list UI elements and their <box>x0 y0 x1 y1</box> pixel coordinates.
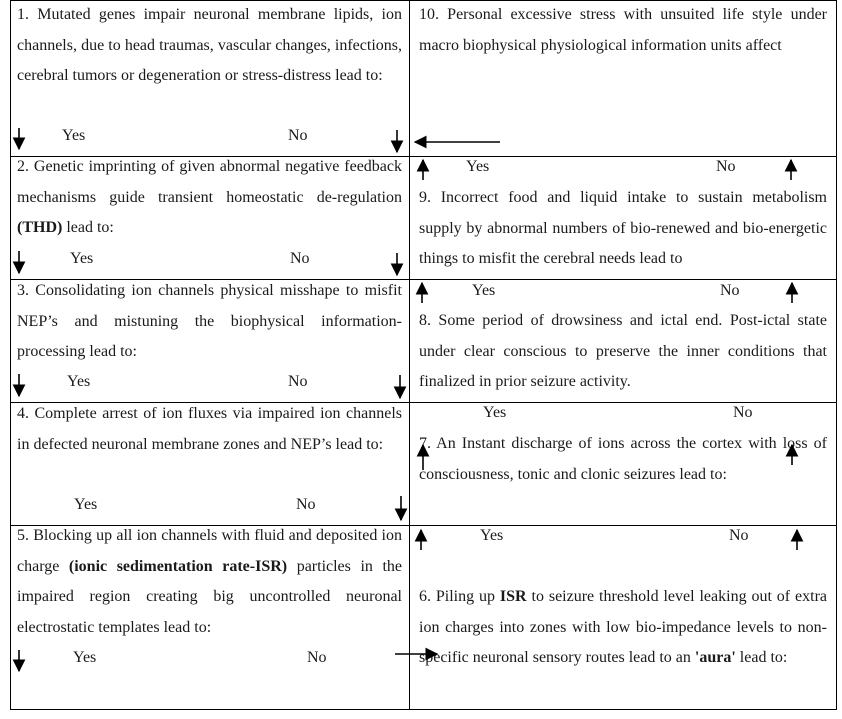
paragraph <box>17 399 402 460</box>
left-step-3-yes-label: Yes <box>67 373 91 390</box>
right-step-8-no-label: No <box>720 282 740 299</box>
right-step-7-no-label: No <box>733 404 753 421</box>
left-step-4-text <box>17 399 402 460</box>
text-run: lead to: <box>62 219 114 237</box>
paragraph <box>17 0 402 92</box>
text-run: particles in the impaired region creating big uncontrolled neuronal electrostatic templates lead to: <box>17 557 402 636</box>
paragraph <box>419 183 827 275</box>
right-step-7-text <box>419 429 827 490</box>
left-step-2-yes-label: Yes <box>70 250 94 267</box>
paragraph <box>419 582 827 674</box>
right-step-8-yes-label: Yes <box>472 282 496 299</box>
bold-term: ISR <box>499 588 527 605</box>
text-run: 9. Incorrect food and liquid intake to sustain metabolism supply by abnormal numbers of bio-renewed and bio-energetic things to misfit the cerebral needs lead to <box>419 189 827 268</box>
text-run: 5. Blocking up all ion channels with fluid and deposited ion charge <box>17 527 402 575</box>
left-step-4-yes-label: Yes <box>74 496 98 513</box>
text-run: 1. Mutated genes impair neuronal membrane lipids, ion channels, due to head traumas, vascular changes, infections, cerebral tumors or degeneration or stress-distress lead to: <box>17 6 402 85</box>
left-step-2-text <box>17 152 402 244</box>
left-step-5-text <box>17 521 402 643</box>
paragraph <box>17 276 402 368</box>
bold-term: (THD) <box>17 219 63 237</box>
text-run: 10. Personal excessive stress with unsuited life style under macro biophysical physiological information units affect <box>419 6 827 54</box>
bold-term: 'aura' <box>694 649 736 667</box>
left-step-1-text <box>17 0 402 92</box>
right-step-6-yes-label: Yes <box>480 527 504 544</box>
right-step-7-yes-label: Yes <box>483 404 507 421</box>
paragraph <box>17 521 402 643</box>
table-border-right <box>836 0 837 710</box>
right-step-8-text <box>419 306 827 398</box>
text-run: 8. Some period of drowsiness and ictal end. Post-ictal state under clear conscious to preserve the inner conditions that finalized in prior seizure activity. <box>419 312 827 391</box>
text-run: 6. Piling up <box>419 588 500 605</box>
text-run: 4. Complete arrest of ion fluxes via impaired ion channels in defected neuronal membrane zones and NEP’s lead to: <box>17 405 402 453</box>
table-column-divider <box>409 0 410 710</box>
left-step-5-yes-label: Yes <box>73 649 97 666</box>
right-step-6-no-label: No <box>729 527 749 544</box>
left-step-5-no-label: No <box>307 649 327 666</box>
text-run: to seizure threshold level leaking out of extra ion charges into zones with low bio-impedance levels to non- specific neuronal sensory routes lead to an <box>419 588 828 667</box>
table-border-bottom <box>10 709 837 710</box>
left-step-1-yes-label: Yes <box>62 127 86 144</box>
bold-term: (ionic sedimentation rate-ISR) <box>68 557 288 575</box>
left-step-2-no-label: No <box>290 250 310 267</box>
right-step-9-yes-label: Yes <box>466 158 490 175</box>
right-step-9-text <box>419 183 827 275</box>
left-step-1-no-label: No <box>288 127 308 144</box>
left-step-3-text <box>17 276 402 368</box>
text-run: 2. Genetic imprinting of given abnormal negative feedback mechanisms guide transient homeostatic de-regulation <box>17 158 402 206</box>
text-run: 3. Consolidating ion channels physical misshape to misfit NEP’s and mistuning the biophysical information-processing lead to: <box>17 282 402 361</box>
text-run: lead to: <box>735 649 788 667</box>
left-step-4-no-label: No <box>296 496 316 513</box>
text-run: 7. An Instant discharge of ions across the cortex with loss of consciousness, tonic and clonic seizures lead to: <box>419 435 827 483</box>
right-step-9-no-label: No <box>716 158 736 175</box>
paragraph <box>419 429 827 490</box>
paragraph <box>419 306 827 398</box>
paragraph <box>419 0 827 61</box>
right-step-10-text <box>419 0 827 61</box>
table-border-left <box>10 0 11 710</box>
paragraph <box>17 152 402 244</box>
left-step-3-no-label: No <box>288 373 308 390</box>
right-step-6-text <box>419 582 827 674</box>
